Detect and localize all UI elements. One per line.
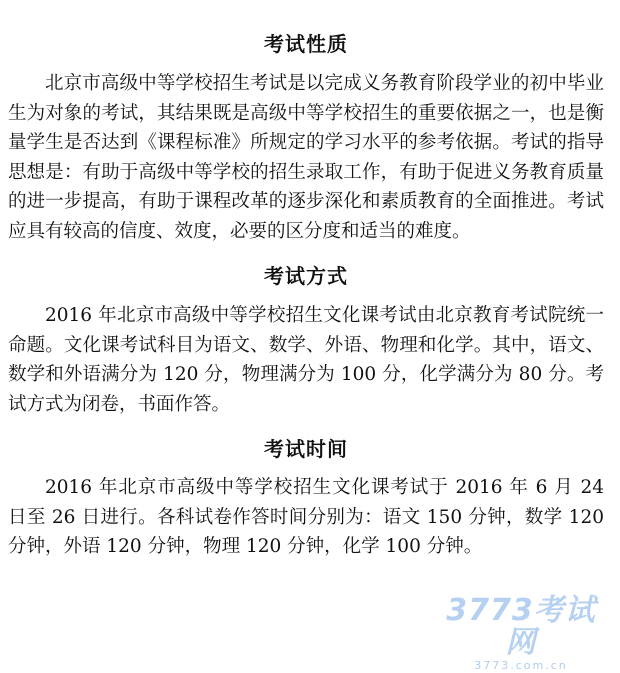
section-heading: 考试性质 <box>264 32 348 56</box>
section-exam-time <box>0 419 620 562</box>
section-exam-nature <box>0 0 620 246</box>
site-watermark <box>436 593 606 672</box>
section-heading: 考试时间 <box>264 437 348 461</box>
section-paragraph: 2016 年北京市高级中等学校招生文化课考试于 2016 年 6 月 24 日至 26 日进行。各科试卷作答时间分别为：语文 150 分钟，数学 120 分钟，外语 120 分钟，物理 120 分钟，化学 100 分钟。 <box>8 477 604 557</box>
watermark-logo-text: 3773考试网 <box>446 593 596 660</box>
watermark-url: 3773.com.cn <box>474 659 568 672</box>
section-paragraph: 2016 年北京市高级中等学校招生文化课考试由北京教育考试院统一命题。文化课考试科目为语文、数学、外语、物理和化学。其中，语文、数学和外语满分为 120 分，物理满分为 100 分，化学满分为 80 分。考试方式为闭卷，书面作答。 <box>8 305 604 415</box>
section-exam-method <box>0 246 620 419</box>
section-paragraph: 北京市高级中等学校招生考试是以完成义务教育阶段学业的初中毕业生为对象的考试，其结果既是高级中等学校招生的重要依据之一，也是衡量学生是否达到《课程标准》所规定的学习水平的参考依据。考试的指导思想是：有助于高级中等学校的招生录取工作，有助于促进义务教育质量的进一步提高，有助于课程改革的逐步深化和素质教育的全面推进。考试应具有较高的信度、效度，必要的区分度和适当的难度。 <box>8 73 604 242</box>
section-heading: 考试方式 <box>264 264 348 288</box>
